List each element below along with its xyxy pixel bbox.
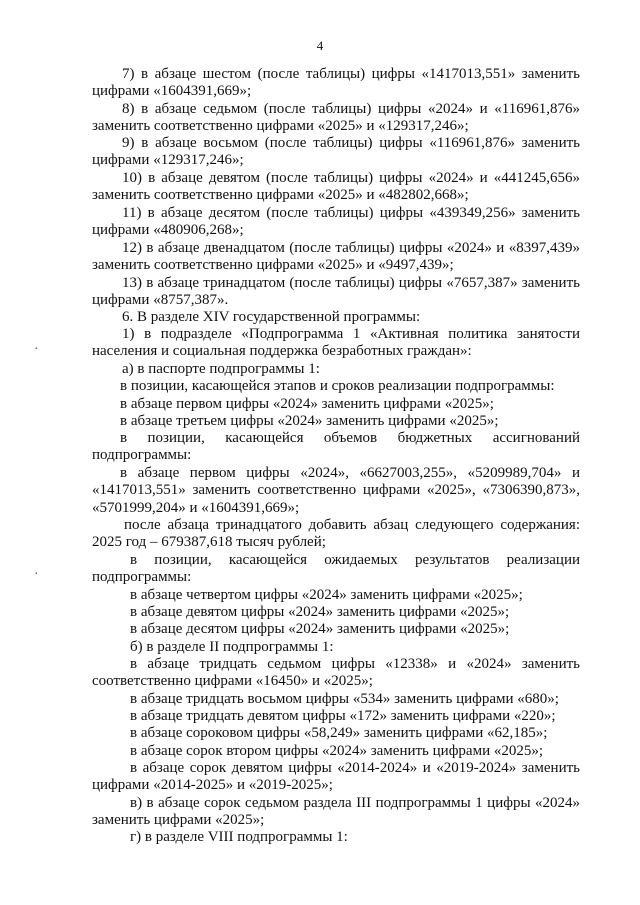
paragraph: 11) в абзаце десятом (после таблицы) цифры «439349,256» заменить цифрами «480906,268»;: [92, 205, 580, 239]
paragraph: 7) в абзаце шестом (после таблицы) цифры «1417013,551» заменить цифрами «1604391,669»;: [92, 66, 580, 100]
paragraph: а) в паспорте подпрограммы 1:: [122, 361, 320, 377]
paragraph: после абзаца тринадцатого добавить абзац следующего содержания: 2025 год – 679387,618 тысяч рублей;: [92, 517, 580, 551]
paragraph: в абзаце девятом цифры «2024» заменить цифрами «2025»;: [130, 604, 510, 620]
paragraph: б) в разделе II подпрограммы 1:: [130, 639, 334, 655]
paragraph: в абзаце тридцать девятом цифры «172» заменить цифрами «220»;: [130, 708, 556, 724]
paragraph: в) в абзаце сорок седьмом раздела III подпрограммы 1 цифры «2024» заменить цифрами «2025»;: [92, 795, 580, 829]
paragraph: в абзаце десятом цифры «2024» заменить цифрами «2025»;: [130, 621, 510, 637]
paragraph: в позиции, касающейся объемов бюджетных ассигнований подпрограммы:: [92, 430, 580, 464]
scan-dot-mark: ·: [34, 567, 39, 582]
paragraph: в абзаце сорок девятом цифры «2014-2024» и «2019-2024» заменить цифрами «2014-2025» и «2019-2025»;: [92, 760, 580, 794]
paragraph: 9) в абзаце восьмом (после таблицы) цифры «116961,876» заменить цифрами «129317,246»;: [92, 135, 580, 169]
paragraph: в абзаце третьем цифры «2024» заменить цифрами «2025»;: [120, 413, 499, 429]
paragraph: 6. В разделе XIV государственной программы:: [122, 309, 421, 325]
scan-dot-mark: ·: [34, 342, 39, 357]
paragraph: в абзаце первом цифры «2024» заменить цифрами «2025»;: [120, 396, 494, 412]
page-number: 4: [316, 38, 324, 53]
paragraph: 1) в подразделе «Подпрограмма 1 «Активная политика занятости населения и социальная поддержка безработных граждан»:: [92, 326, 580, 360]
paragraph: 13) в абзаце тринадцатом (после таблицы) цифры «7657,387» заменить цифрами «8757,387».: [92, 275, 580, 309]
paragraph: в абзаце первом цифры «2024», «6627003,255», «5209989,704» и «1417013,551» заменить соответственно цифрами «2025», «7306390,873», «5701999,204» и «1604391,669»;: [92, 465, 580, 516]
paragraph: в абзаце сорок втором цифры «2024» заменить цифрами «2025»;: [130, 743, 544, 759]
paragraph: 8) в абзаце седьмом (после таблицы) цифры «2024» и «116961,876» заменить соответственно цифрами «2025» и «129317,246»;: [92, 101, 580, 135]
paragraph: 10) в абзаце девятом (после таблицы) цифры «2024» и «441245,656» заменить соответственно цифрами «2025» и «482802,668»;: [92, 170, 580, 204]
paragraph: г) в разделе VIII подпрограммы 1:: [130, 829, 348, 845]
paragraph: в абзаце четвертом цифры «2024» заменить цифрами «2025»;: [130, 587, 523, 603]
paragraph: в абзаце тридцать седьмом цифры «12338» и «2024» заменить соответственно цифрами «16450» и «2025»;: [92, 656, 580, 690]
paragraph: 12) в абзаце двенадцатом (после таблицы) цифры «2024» и «8397,439» заменить соответственно цифрами «2025» и «9497,439»;: [92, 240, 580, 274]
paragraph: в абзаце тридцать восьмом цифры «534» заменить цифрами «680»;: [130, 691, 559, 707]
paragraph: в позиции, касающейся ожидаемых результатов реализации подпрограммы:: [92, 552, 580, 586]
paragraph: в позиции, касающейся этапов и сроков реализации подпрограммы:: [120, 378, 555, 394]
paragraph: в абзаце сороковом цифры «58,249» заменить цифрами «62,185»;: [130, 725, 548, 741]
